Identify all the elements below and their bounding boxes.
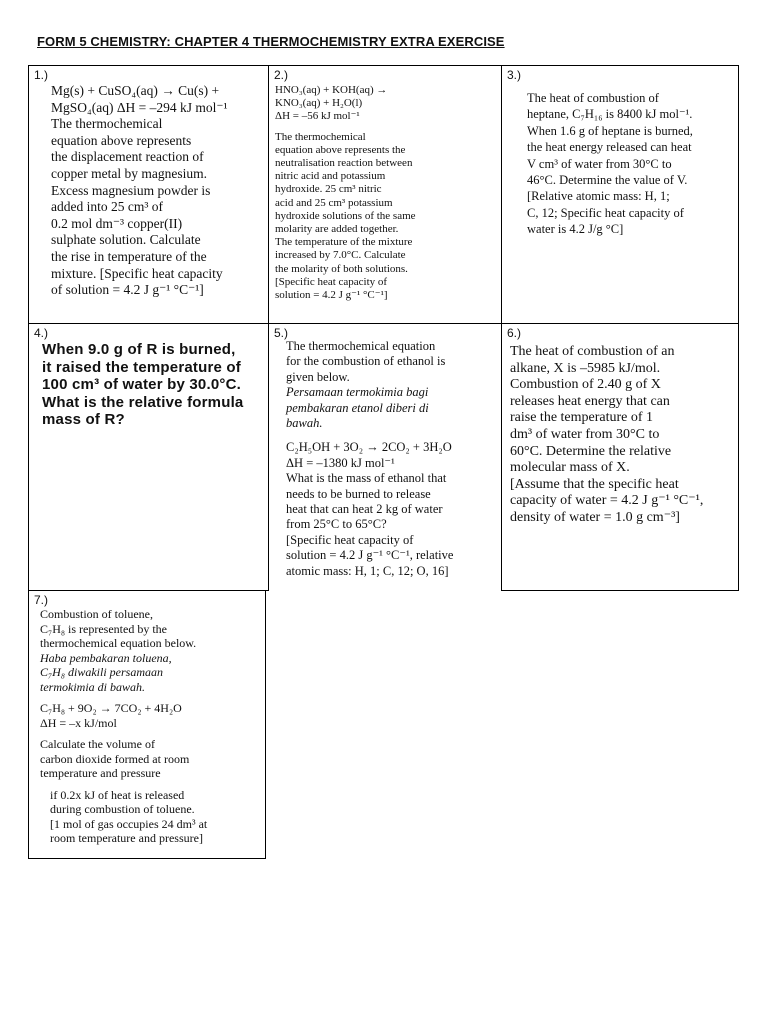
text-line: increased by 7.0°C. Calculate: [275, 249, 406, 262]
question-text: [275, 84, 416, 302]
text-line: [Specific heat capacity of: [275, 275, 388, 288]
translation-line: C₇H₈ diwakili persamaan: [40, 665, 164, 679]
text-line: needs to be burned to release: [286, 486, 431, 501]
text-line: [Assume that the specific heat: [510, 476, 679, 492]
text-line: hydroxide. 25 cm³ nitric: [275, 183, 382, 196]
question-number: 3.): [507, 68, 522, 82]
text-line: density of water = 1.0 g cm⁻³]: [510, 509, 680, 525]
text-line: molarity are added together.: [275, 223, 399, 236]
text-line: mass of R?: [42, 411, 125, 428]
text-line: sulphate solution. Calculate: [51, 232, 201, 248]
question-text: [40, 607, 207, 846]
text-line: releases heat energy that can: [510, 393, 670, 409]
text-line: When 1.6 g of heptane is burned,: [527, 123, 693, 138]
text-line: Mg(s) + CuSO₄(aq) → Cu(s) +: [51, 83, 220, 98]
question-text: [510, 344, 703, 527]
text-line: The thermochemical: [275, 130, 366, 143]
text-line: Combustion of toluene,: [40, 607, 153, 621]
question-text: [51, 83, 228, 299]
text-line: added into 25 cm³ of: [51, 199, 164, 215]
spacer: [40, 781, 207, 788]
text-line: The heat of combustion of an: [510, 344, 675, 359]
text-line: it raised the temperature of: [42, 358, 241, 376]
equation-line: ΔH = –56 kJ mol⁻¹: [275, 110, 360, 123]
text-line: 60°C. Determine the relative: [510, 443, 672, 459]
text-line: for the combustion of ethanol is: [286, 354, 446, 369]
spacer: [286, 431, 453, 440]
question-cell-6: [501, 323, 739, 591]
text-line: room temperature and pressure]: [50, 831, 203, 845]
translation-line: termokimia di bawah.: [40, 679, 145, 694]
text-line: the molarity of both solutions.: [275, 262, 408, 275]
text-line: What is the mass of ethanol that: [286, 471, 447, 486]
text-line: solution = 4.2 J g⁻¹ °C⁻¹]: [275, 289, 388, 302]
question-cell-4: [28, 323, 269, 591]
text-line: temperature and pressure: [40, 766, 161, 780]
text-line: The thermochemical equation: [286, 339, 436, 353]
text-line: 0.2 mol dm⁻³ copper(II): [51, 215, 183, 231]
text-line: from 25°C to 65°C?: [286, 517, 387, 532]
text-line: Excess magnesium powder is: [51, 182, 211, 198]
equation-line: HNO₃(aq) + KOH(aq) →: [275, 84, 388, 96]
text-line: heat that can heat 2 kg of water: [286, 502, 443, 517]
text-line: neutralisation reaction between: [275, 157, 413, 170]
text-line: heptane, C₇H₁₆ is 8400 kJ mol⁻¹.: [527, 107, 693, 122]
equation-line: C₇H₈ + 9O₂ → 7CO₂ + 4H₂O: [40, 701, 182, 715]
text-line: MgSO₄(aq) ΔH = –294 kJ mol⁻¹: [51, 99, 228, 115]
equation-line: ΔH = –1380 kJ mol⁻¹: [286, 455, 395, 470]
translation-line: Persamaan termokimia bagi: [286, 385, 429, 400]
text-line: 100 cm³ of water by 30.0°C.: [42, 376, 241, 393]
text-line: C₇H₈ is represented by the: [40, 621, 168, 636]
equation-line: ΔH = –x kJ/mol: [40, 715, 117, 730]
equation-line: KNO₃(aq) + H₂O(l): [275, 97, 363, 110]
text-line: nitric acid and potassium: [275, 170, 386, 183]
spacer: [40, 694, 207, 701]
text-line: carbon dioxide formed at room: [40, 751, 190, 766]
question-number: 2.): [274, 68, 289, 82]
text-line: equation above represents: [51, 132, 192, 148]
text-line: C, 12; Specific heat capacity of: [527, 205, 684, 220]
text-line: equation above represents the: [275, 143, 406, 156]
text-line: during combustion of toluene.: [50, 802, 195, 816]
text-line: water is 4.2 J/g °C]: [527, 222, 624, 237]
translation-line: pembakaran etanol diberi di: [286, 400, 429, 415]
text-line: [Specific heat capacity of: [286, 532, 414, 547]
text-line: Combustion of 2.40 g of X: [510, 377, 661, 393]
text-line: raise the temperature of 1: [510, 410, 654, 426]
question-number: 6.): [507, 326, 522, 340]
text-line: of solution = 4.2 J g⁻¹ °C⁻¹]: [51, 282, 204, 298]
text-line: copper metal by magnesium.: [51, 165, 207, 181]
text-line: The thermochemical: [51, 116, 163, 132]
translation-line: bawah.: [286, 416, 323, 431]
question-text: [527, 90, 693, 238]
text-line: Calculate the volume of: [40, 737, 155, 751]
question-text: [286, 339, 453, 579]
question-number: 4.): [34, 326, 49, 340]
text-line: The temperature of the mixture: [275, 236, 413, 249]
spacer: [40, 730, 207, 737]
page-title: FORM 5 CHEMISTRY: CHAPTER 4 THERMOCHEMISTRY EXTRA EXERCISE: [37, 34, 505, 49]
text-line: atomic mass: H, 1; C, 12; O, 16]: [286, 563, 449, 578]
text-line: hydroxide solutions of the same: [275, 209, 416, 222]
text-line: capacity of water = 4.2 J g⁻¹ °C⁻¹,: [510, 493, 704, 509]
text-line: the displacement reaction of: [51, 149, 204, 165]
equation-line: C₂H₅OH + 3O₂ → 2CO₂ + 3H₂O: [286, 440, 452, 455]
text-line: given below.: [286, 369, 350, 384]
text-line: When 9.0 g of R is burned,: [42, 341, 236, 358]
question-number: 5.): [274, 326, 289, 340]
question-cell-1: [28, 65, 269, 324]
question-cell-7: [28, 590, 266, 859]
text-line: [Relative atomic mass: H, 1;: [527, 189, 670, 204]
translation-line: Haba pembakaran toluena,: [40, 650, 172, 665]
question-number: 1.): [34, 68, 49, 82]
question-cell-5: [268, 323, 502, 591]
text-line: solution = 4.2 J g⁻¹ °C⁻¹, relative: [286, 548, 454, 563]
text-line: 46°C. Determine the value of V.: [527, 173, 688, 188]
text-line: if 0.2x kJ of heat is released: [50, 787, 185, 802]
text-line: The heat of combustion of: [527, 91, 659, 105]
question-text: [42, 341, 243, 429]
question-cell-2: [268, 65, 502, 324]
text-line: the heat energy released can heat: [527, 140, 692, 155]
text-line: dm³ of water from 30°C to: [510, 426, 660, 442]
question-cell-3: [501, 65, 739, 324]
text-line: molecular mass of X.: [510, 460, 630, 476]
text-line: acid and 25 cm³ potassium: [275, 196, 393, 209]
text-line: What is the relative formula: [42, 393, 244, 411]
text-line: V cm³ of water from 30°C to: [527, 156, 672, 171]
text-line: the rise in temperature of the: [51, 248, 207, 264]
text-line: [1 mol of gas occupies 24 dm³ at: [50, 816, 208, 831]
text-line: alkane, X is –5985 kJ/mol.: [510, 360, 661, 376]
spacer: [275, 124, 416, 131]
text-line: thermochemical equation below.: [40, 636, 197, 650]
question-number: 7.): [34, 593, 49, 607]
text-line: mixture. [Specific heat capacity: [51, 265, 223, 281]
